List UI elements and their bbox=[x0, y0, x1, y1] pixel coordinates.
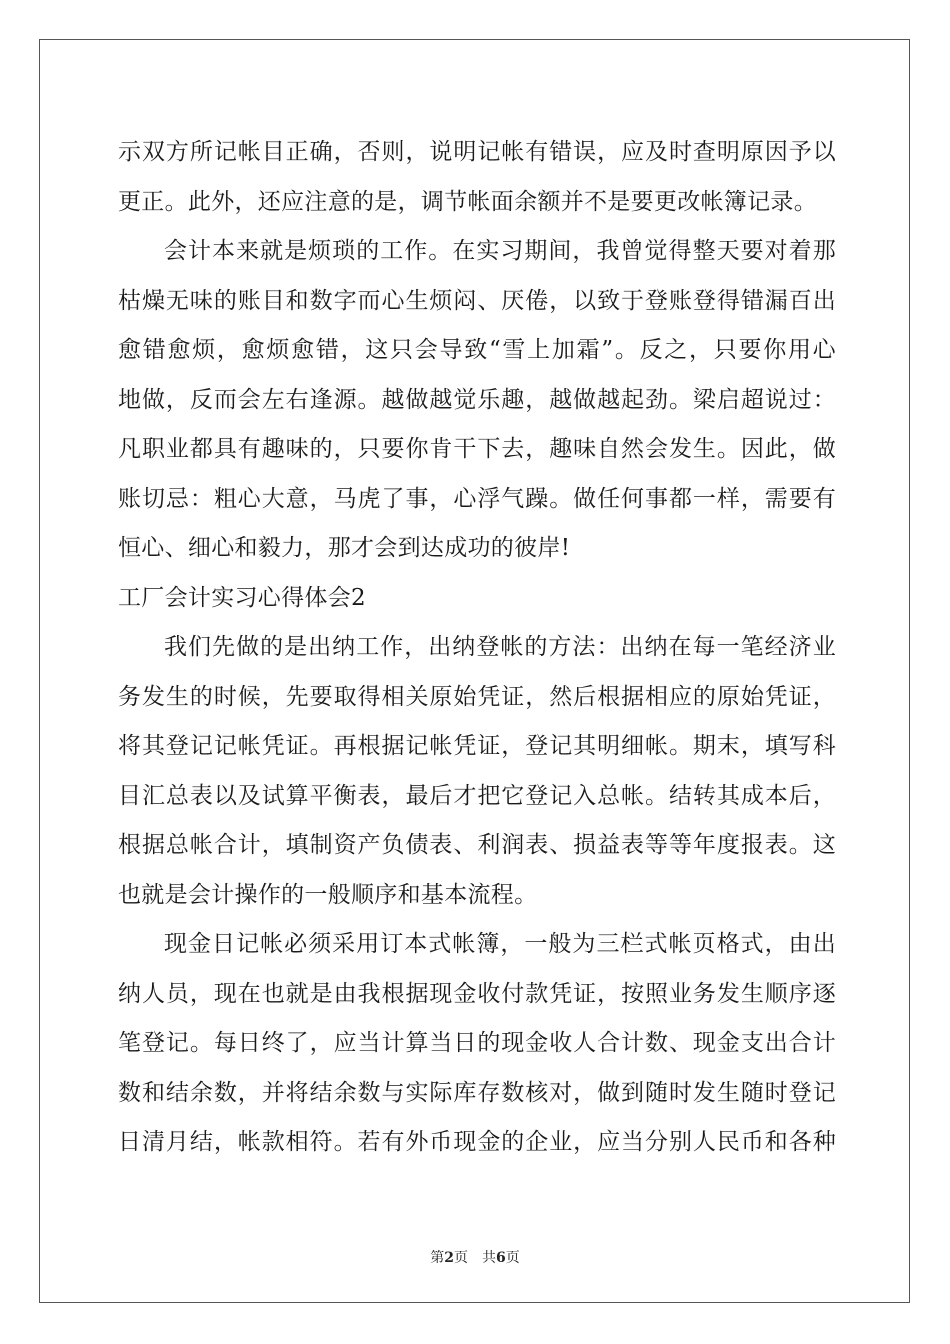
total-page-number: 6 bbox=[496, 1250, 506, 1266]
text-line: 地做，反而会左右逢源。越做越觉乐趣，越做越起劲。梁启超说过： bbox=[118, 386, 836, 413]
text-line: 纳人员，现在也就是由我根据现金收付款凭证，按照业务发生顺序逐 bbox=[118, 980, 836, 1007]
text-line: 我们先做的是出纳工作，出纳登帐的方法：出纳在每一笔经济业 bbox=[164, 634, 836, 660]
text-line: 恒心、细心和毅力，那才会到达成功的彼岸! bbox=[118, 535, 571, 561]
text-line: 务发生的时候，先要取得相关原始凭证，然后根据相应的原始凭证， bbox=[118, 683, 836, 710]
text-line: 根据总帐合计，填制资产负债表、利润表、损益表等等年度报表。这 bbox=[118, 832, 836, 858]
text-line: 现金日记帐必须采用订本式帐簿，一般为三栏式帐页格式，由出 bbox=[164, 931, 836, 957]
text-line: 愈错愈烦，愈烦愈错，这只会导致“雪上加霜”。反之，只要你用心 bbox=[118, 337, 836, 363]
text-line: 枯燥无味的账目和数字而心生烦闷、厌倦，以致于登账登得错漏百出 bbox=[118, 287, 836, 314]
text-line: 也就是会计操作的一般顺序和基本流程。 bbox=[118, 881, 538, 908]
text-line: 账切忌：粗心大意，马虎了事，心浮气躁。做任何事都一样，需要有 bbox=[118, 485, 836, 512]
page-label-prefix: 第 bbox=[430, 1250, 445, 1266]
text-line: 数和结余数，并将结余数与实际库存数核对，做到随时发生随时登记 bbox=[118, 1079, 836, 1106]
text-line: 更正。此外，还应注意的是，调节帐面余额并不是要更改帐簿记录。 bbox=[118, 188, 817, 215]
current-page-number: 2 bbox=[444, 1250, 454, 1266]
text-line: 示双方所记帐目正确，否则，说明记帐有错误，应及时查明原因予以 bbox=[118, 139, 836, 165]
total-label-suffix: 页 bbox=[505, 1250, 520, 1266]
page-footer bbox=[0, 1247, 950, 1267]
text-line: 将其登记记帐凭证。再根据记帐凭证，登记其明细帐。期末，填写科 bbox=[118, 733, 836, 759]
text-line: 会计本来就是烦琐的工作。在实习期间，我曾觉得整天要对着那 bbox=[164, 238, 836, 264]
section-heading: 工厂会计实习心得体会2 bbox=[118, 584, 366, 611]
total-label-prefix: 共 bbox=[482, 1250, 496, 1266]
text-line: 凡职业都具有趣味的，只要你肯干下去，趣味自然会发生。因此，做 bbox=[118, 436, 836, 462]
text-line: 目汇总表以及试算平衡表，最后才把它登记入总帐。结转其成本后， bbox=[118, 782, 836, 809]
document-body bbox=[118, 128, 836, 1168]
text-line: 笔登记。每日终了，应当计算当日的现金收人合计数、现金支出合计 bbox=[118, 1030, 836, 1056]
page-label-suffix: 页 bbox=[454, 1250, 468, 1266]
text-line: 日清月结，帐款相符。若有外币现金的企业，应当分别人民币和各种 bbox=[118, 1129, 836, 1155]
